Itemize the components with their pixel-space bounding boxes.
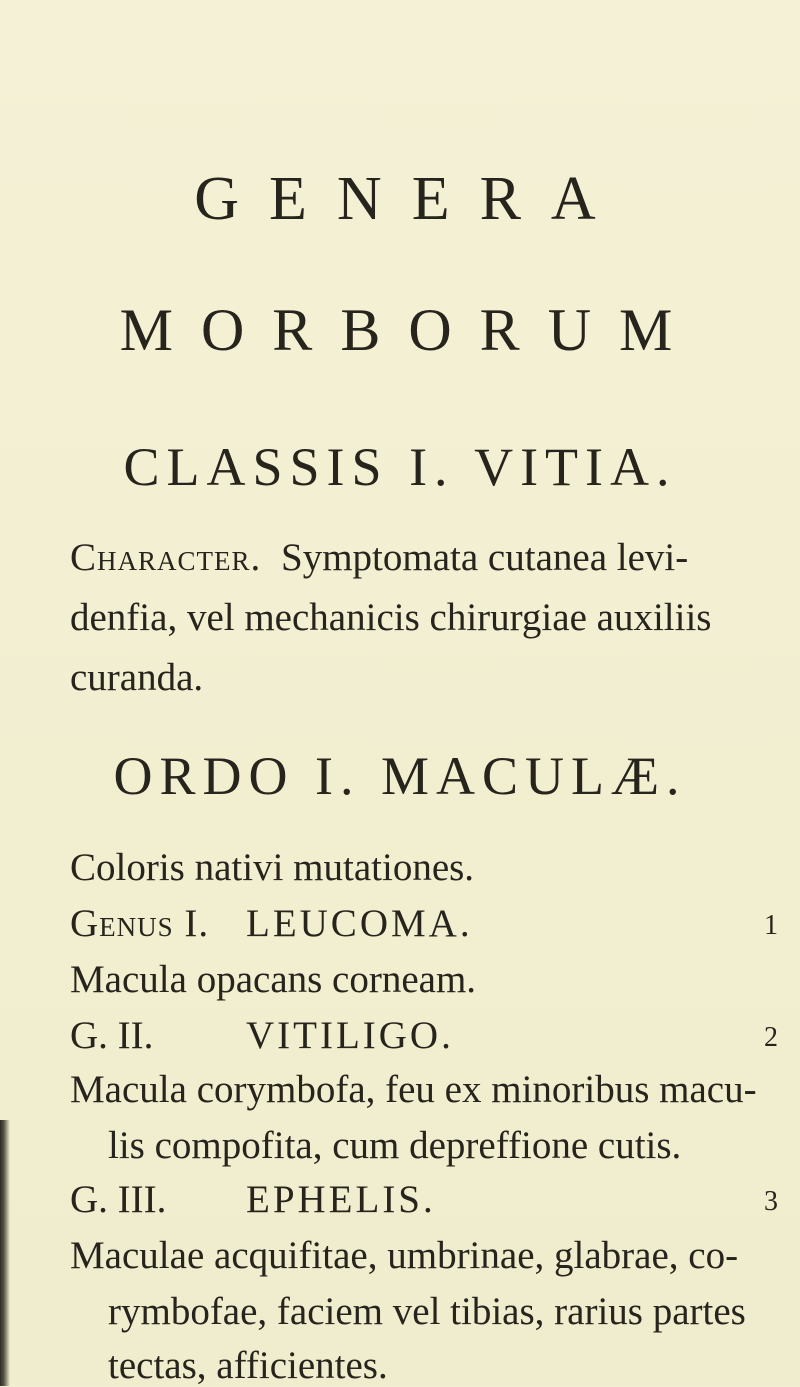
genus-name: LEUCOMA. <box>246 902 473 945</box>
genus-description-line: Maculae acquifitae, umbrinae, glabrae, co- <box>70 1234 739 1277</box>
page-edge-shadow <box>0 1120 10 1386</box>
genus-name: VITILIGO. <box>246 1014 454 1057</box>
character-line-3: curanda. <box>70 656 204 699</box>
genus-number: 3 <box>764 1186 778 1217</box>
genus-description-line: Macula opacans corneam. <box>70 958 477 1001</box>
genus-number: 2 <box>764 1022 778 1053</box>
genus-name: EPHELIS. <box>246 1178 436 1221</box>
genus-description-line: lis compofita, cum depreffione cutis. <box>108 1124 682 1167</box>
genus-label: Genus I. <box>70 902 210 945</box>
character-label: Character. <box>70 536 262 579</box>
title-morborum: MORBORUM <box>119 297 701 363</box>
order-description: Coloris nativi mutationes. <box>70 846 475 889</box>
genus-description-line: tectas, afficientes. <box>108 1344 388 1387</box>
genus-label: G. III. <box>70 1178 167 1221</box>
character-line-1 <box>70 538 688 577</box>
order-heading: ORDO I. MACULÆ. <box>113 746 687 806</box>
character-text-1: Symptomata cutanea levi- <box>281 536 689 579</box>
genus-number: 1 <box>764 910 778 941</box>
character-line-2: denfia, vel mechanicis chirurgiae auxiliis <box>70 596 712 639</box>
class-heading: CLASSIS I. VITIA. <box>123 437 677 497</box>
genus-label: G. II. <box>70 1014 154 1057</box>
genus-description-line: Macula corymbofa, feu ex minoribus macu- <box>70 1068 757 1111</box>
title-genera: GENERA <box>194 165 626 233</box>
genus-description-line: rymbofae, faciem vel tibias, rarius partes <box>108 1290 746 1333</box>
